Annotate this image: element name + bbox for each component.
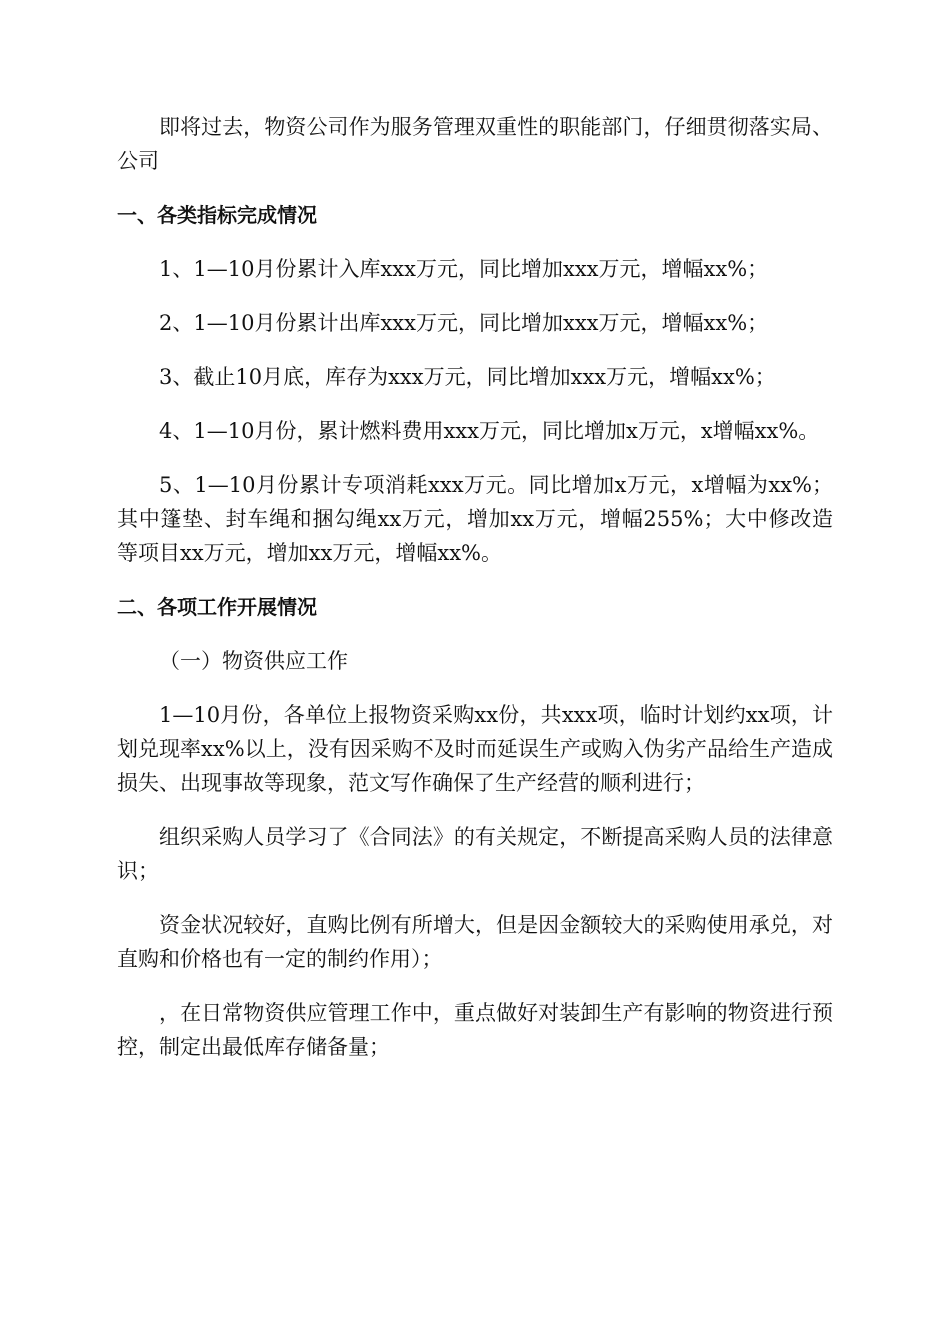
- supply-paragraph-2: 组织采购人员学习了《合同法》的有关规定，不断提高采购人员的法律意识；: [117, 825, 833, 883]
- indicator-item-2: 2、1—10月份累计出库xxx万元，同比增加xxx万元，增幅xx%；: [159, 311, 769, 335]
- supply-paragraph-3: 资金状况较好，直购比例有所增大，但是因金额较大的采购使用承兑，对直购和价格也有一定的制约作用）；: [117, 913, 833, 971]
- document-body: [117, 110, 833, 1084]
- supply-paragraph-1: 1—10月份，各单位上报物资采购xx份，共xxx项，临时计划约xx项，计划兑现率xx%以上，没有因采购不及时而延误生产或购入伪劣产品给生产造成损失、出现事故等现象，范文写作确保了生产经营的顺利进行；: [117, 703, 833, 795]
- section-heading-2: 二、各项工作开展情况: [117, 595, 317, 619]
- indicator-item-5: 5、1—10月份累计专项消耗xxx万元。同比增加x万元，x增幅为xx%；其中篷垫、封车绳和捆勾绳xx万元，增加xx万元，增幅255%；大中修改造等项目xx万元，增加xx万元，增幅xx%。: [117, 473, 833, 565]
- subsection-heading-1: （一）物资供应工作: [159, 649, 348, 673]
- supply-paragraph-4: ，在日常物资供应管理工作中，重点做好对装卸生产有影响的物资进行预控，制定出最低库存储备量；: [117, 1001, 833, 1059]
- indicator-item-1: 1、1—10月份累计入库xxx万元，同比增加xxx万元，增幅xx%；: [159, 257, 769, 281]
- indicator-item-3: 3、截止10月底，库存为xxx万元，同比增加xxx万元，增幅xx%；: [159, 365, 776, 389]
- intro-paragraph: 即将过去，物资公司作为服务管理双重性的职能部门，仔细贯彻落实局、公司: [117, 115, 833, 173]
- indicator-item-4: 4、1—10月份，累计燃料费用xxx万元，同比增加x万元，x增幅xx%。: [159, 419, 820, 443]
- section-heading-1: 一、各类指标完成情况: [117, 203, 317, 227]
